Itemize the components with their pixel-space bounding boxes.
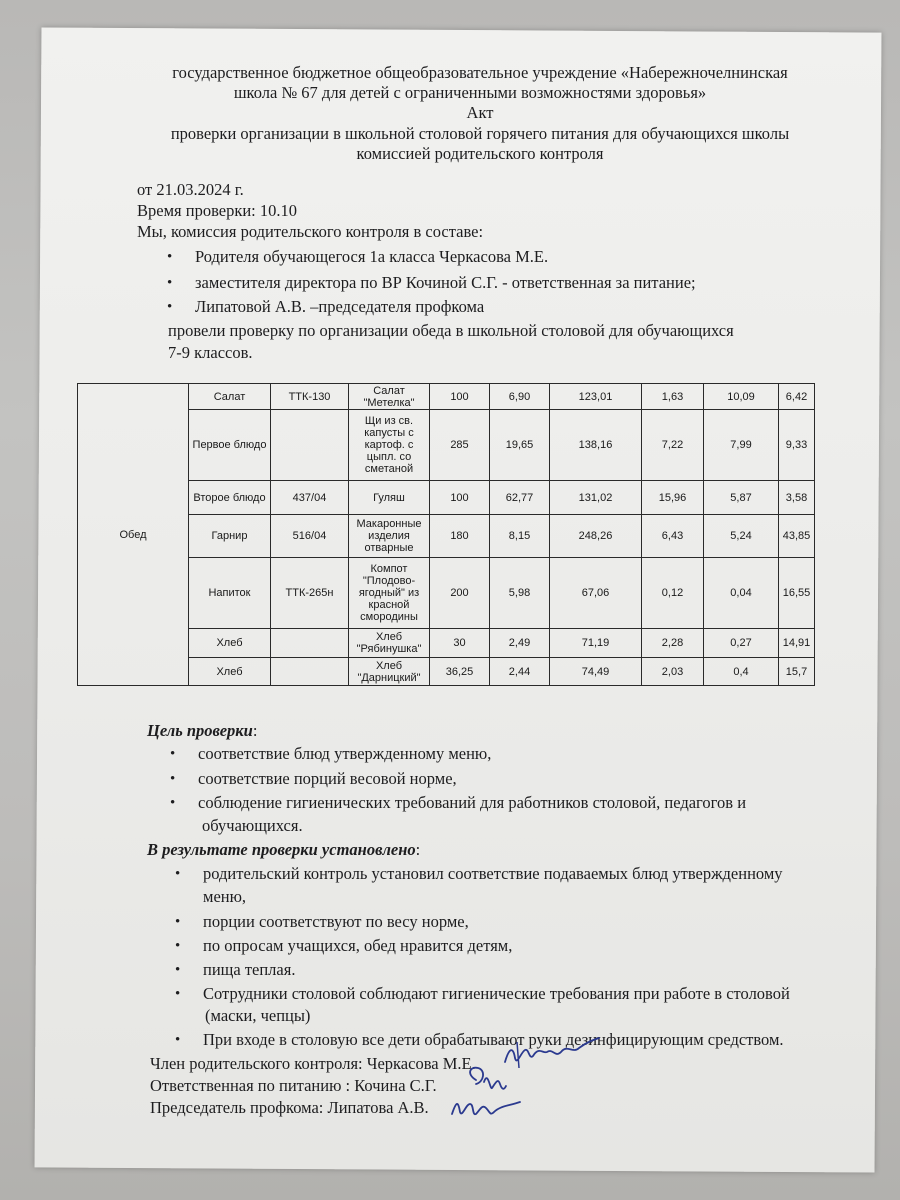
table-cell: Хлеб: [189, 658, 271, 686]
inspection-date: от 21.03.2024 г.: [137, 180, 244, 199]
goal-item: • соблюдение гигиенических требований для работников столовой, педагогов и: [198, 793, 746, 813]
table-cell: 180: [430, 515, 490, 558]
goal-item-continued: обучающихся.: [202, 816, 303, 835]
goal-item: • соответствие порций весовой норме,: [198, 769, 457, 789]
conclusion-line-1: провели проверку по организации обеда в школьной столовой для обучающихся: [168, 321, 734, 340]
table-cell: 0,04: [704, 558, 779, 629]
subject-line-1: проверки организации в школьной столовой горячего питания для обучающихся школы: [170, 124, 790, 143]
table-cell: 2,28: [642, 629, 704, 658]
table-cell: 9,33: [779, 410, 815, 481]
conclusion-line-2: 7-9 классов.: [168, 343, 253, 362]
table-row: [78, 481, 815, 515]
table-cell: 5,87: [704, 481, 779, 515]
result-item-continued: (маски, чепцы): [205, 1006, 311, 1025]
commission-intro: Мы, комиссия родительского контроля в составе:: [137, 222, 484, 241]
table-cell: Хлеб "Рябинушка": [349, 629, 430, 658]
results-heading: В результате проверки установлено:: [147, 840, 421, 859]
table-row: [78, 410, 815, 481]
table-cell: 6,90: [490, 384, 550, 410]
document-type: Акт: [466, 103, 494, 122]
table-cell: ТТК-265н: [271, 558, 349, 629]
inspection-time: Время проверки: 10.10: [137, 201, 298, 220]
goals-heading-text: Цель проверки: [147, 721, 253, 740]
table-cell: Салат: [189, 384, 271, 410]
result-item: • родительский контроль установил соответствие подаваемых блюд утвержденному: [203, 864, 783, 884]
table-cell: 100: [430, 384, 490, 410]
table-cell: 30: [430, 629, 490, 658]
table-cell: 0,4: [704, 658, 779, 686]
table-cell: 43,85: [779, 515, 815, 558]
table-cell: 0,27: [704, 629, 779, 658]
handwritten-signature-3: [446, 1088, 526, 1126]
table-row: [78, 658, 815, 686]
table-cell: Макаронные изделия отварные: [349, 515, 430, 558]
table-cell: Щи из св. капусты с картоф. с цыпл. со сметаной: [349, 410, 430, 481]
table-cell: Компот "Плодово-ягодный" из красной смородины: [349, 558, 430, 629]
table-cell: 5,98: [490, 558, 550, 629]
goals-heading: Цель проверки:: [147, 721, 258, 740]
table-cell: Гарнир: [189, 515, 271, 558]
table-cell: Второе блюдо: [189, 481, 271, 515]
table-cell: [271, 629, 349, 658]
table-row: [78, 558, 815, 629]
table-cell: 200: [430, 558, 490, 629]
goal-item: • соответствие блюд утвержденному меню,: [198, 744, 491, 764]
signature-line-union: Председатель профкома: Липатова А.В.: [150, 1098, 429, 1117]
table-cell: 19,65: [490, 410, 550, 481]
table-cell: 15,7: [779, 658, 815, 686]
table-cell: 14,91: [779, 629, 815, 658]
table-cell: Хлеб: [189, 629, 271, 658]
table-cell: Гуляш: [349, 481, 430, 515]
table-cell: 2,49: [490, 629, 550, 658]
table-cell: [271, 658, 349, 686]
meal-cell: Обед: [78, 384, 189, 686]
signature-line-responsible: Ответственная по питанию : Кочина С.Г.: [150, 1076, 437, 1095]
table-cell: 7,22: [642, 410, 704, 481]
table-cell: 71,19: [550, 629, 642, 658]
table-cell: Хлеб "Дарницкий": [349, 658, 430, 686]
table-cell: 10,09: [704, 384, 779, 410]
menu-table: [77, 383, 815, 686]
result-item: • порции соответствуют по весу норме,: [203, 912, 469, 932]
table-cell: 3,58: [779, 481, 815, 515]
table-cell: 0,12: [642, 558, 704, 629]
table-cell: 8,15: [490, 515, 550, 558]
table-cell: Салат "Метелка": [349, 384, 430, 410]
table-row: [78, 629, 815, 658]
table-cell: 6,42: [779, 384, 815, 410]
table-cell: 74,49: [550, 658, 642, 686]
commission-member: • Липатовой А.В. –председателя профкома: [195, 297, 484, 317]
result-item: • по опросам учащихся, обед нравится детям,: [203, 936, 512, 956]
table-cell: 138,16: [550, 410, 642, 481]
subject-line-2: комиссией родительского контроля: [356, 144, 604, 163]
table-cell: 62,77: [490, 481, 550, 515]
table-cell: ТТК-130: [271, 384, 349, 410]
results-heading-text: В результате проверки установлено: [147, 840, 416, 859]
table-cell: 7,99: [704, 410, 779, 481]
result-item: • пища теплая.: [203, 960, 295, 980]
table-cell: 100: [430, 481, 490, 515]
table-cell: 15,96: [642, 481, 704, 515]
commission-member: • заместителя директора по ВР Кочиной С.Г. - ответственная за питание;: [195, 273, 696, 293]
commission-member: • Родителя обучающегося 1а класса Черкасова М.Е.: [195, 247, 548, 267]
institution-line-1: государственное бюджетное общеобразовательное учреждение «Набережночелнинская: [172, 63, 788, 82]
table-cell: 16,55: [779, 558, 815, 629]
table-row: [78, 515, 815, 558]
result-item: • При входе в столовую все дети обрабатывают руки дезинфицирующим средством.: [203, 1030, 784, 1050]
table-cell: 285: [430, 410, 490, 481]
table-row: [78, 384, 815, 410]
table-cell: 123,01: [550, 384, 642, 410]
table-cell: 1,63: [642, 384, 704, 410]
table-cell: 437/04: [271, 481, 349, 515]
table-cell: 2,03: [642, 658, 704, 686]
signature-line-parent: Член родительского контроля: Черкасова М.Е.: [150, 1054, 476, 1073]
table-cell: 131,02: [550, 481, 642, 515]
result-item: • Сотрудники столовой соблюдают гигиенические требования при работе в столовой: [203, 984, 790, 1004]
table-cell: 2,44: [490, 658, 550, 686]
table-cell: Напиток: [189, 558, 271, 629]
table-cell: 248,26: [550, 515, 642, 558]
table-cell: 6,43: [642, 515, 704, 558]
table-cell: 5,24: [704, 515, 779, 558]
table-cell: 67,06: [550, 558, 642, 629]
table-cell: 516/04: [271, 515, 349, 558]
result-item-continued: меню,: [203, 887, 247, 906]
institution-line-2: школа № 67 для детей с ограниченными возможностями здоровья»: [233, 83, 707, 102]
table-cell: Первое блюдо: [189, 410, 271, 481]
table-cell: 36,25: [430, 658, 490, 686]
table-cell: [271, 410, 349, 481]
